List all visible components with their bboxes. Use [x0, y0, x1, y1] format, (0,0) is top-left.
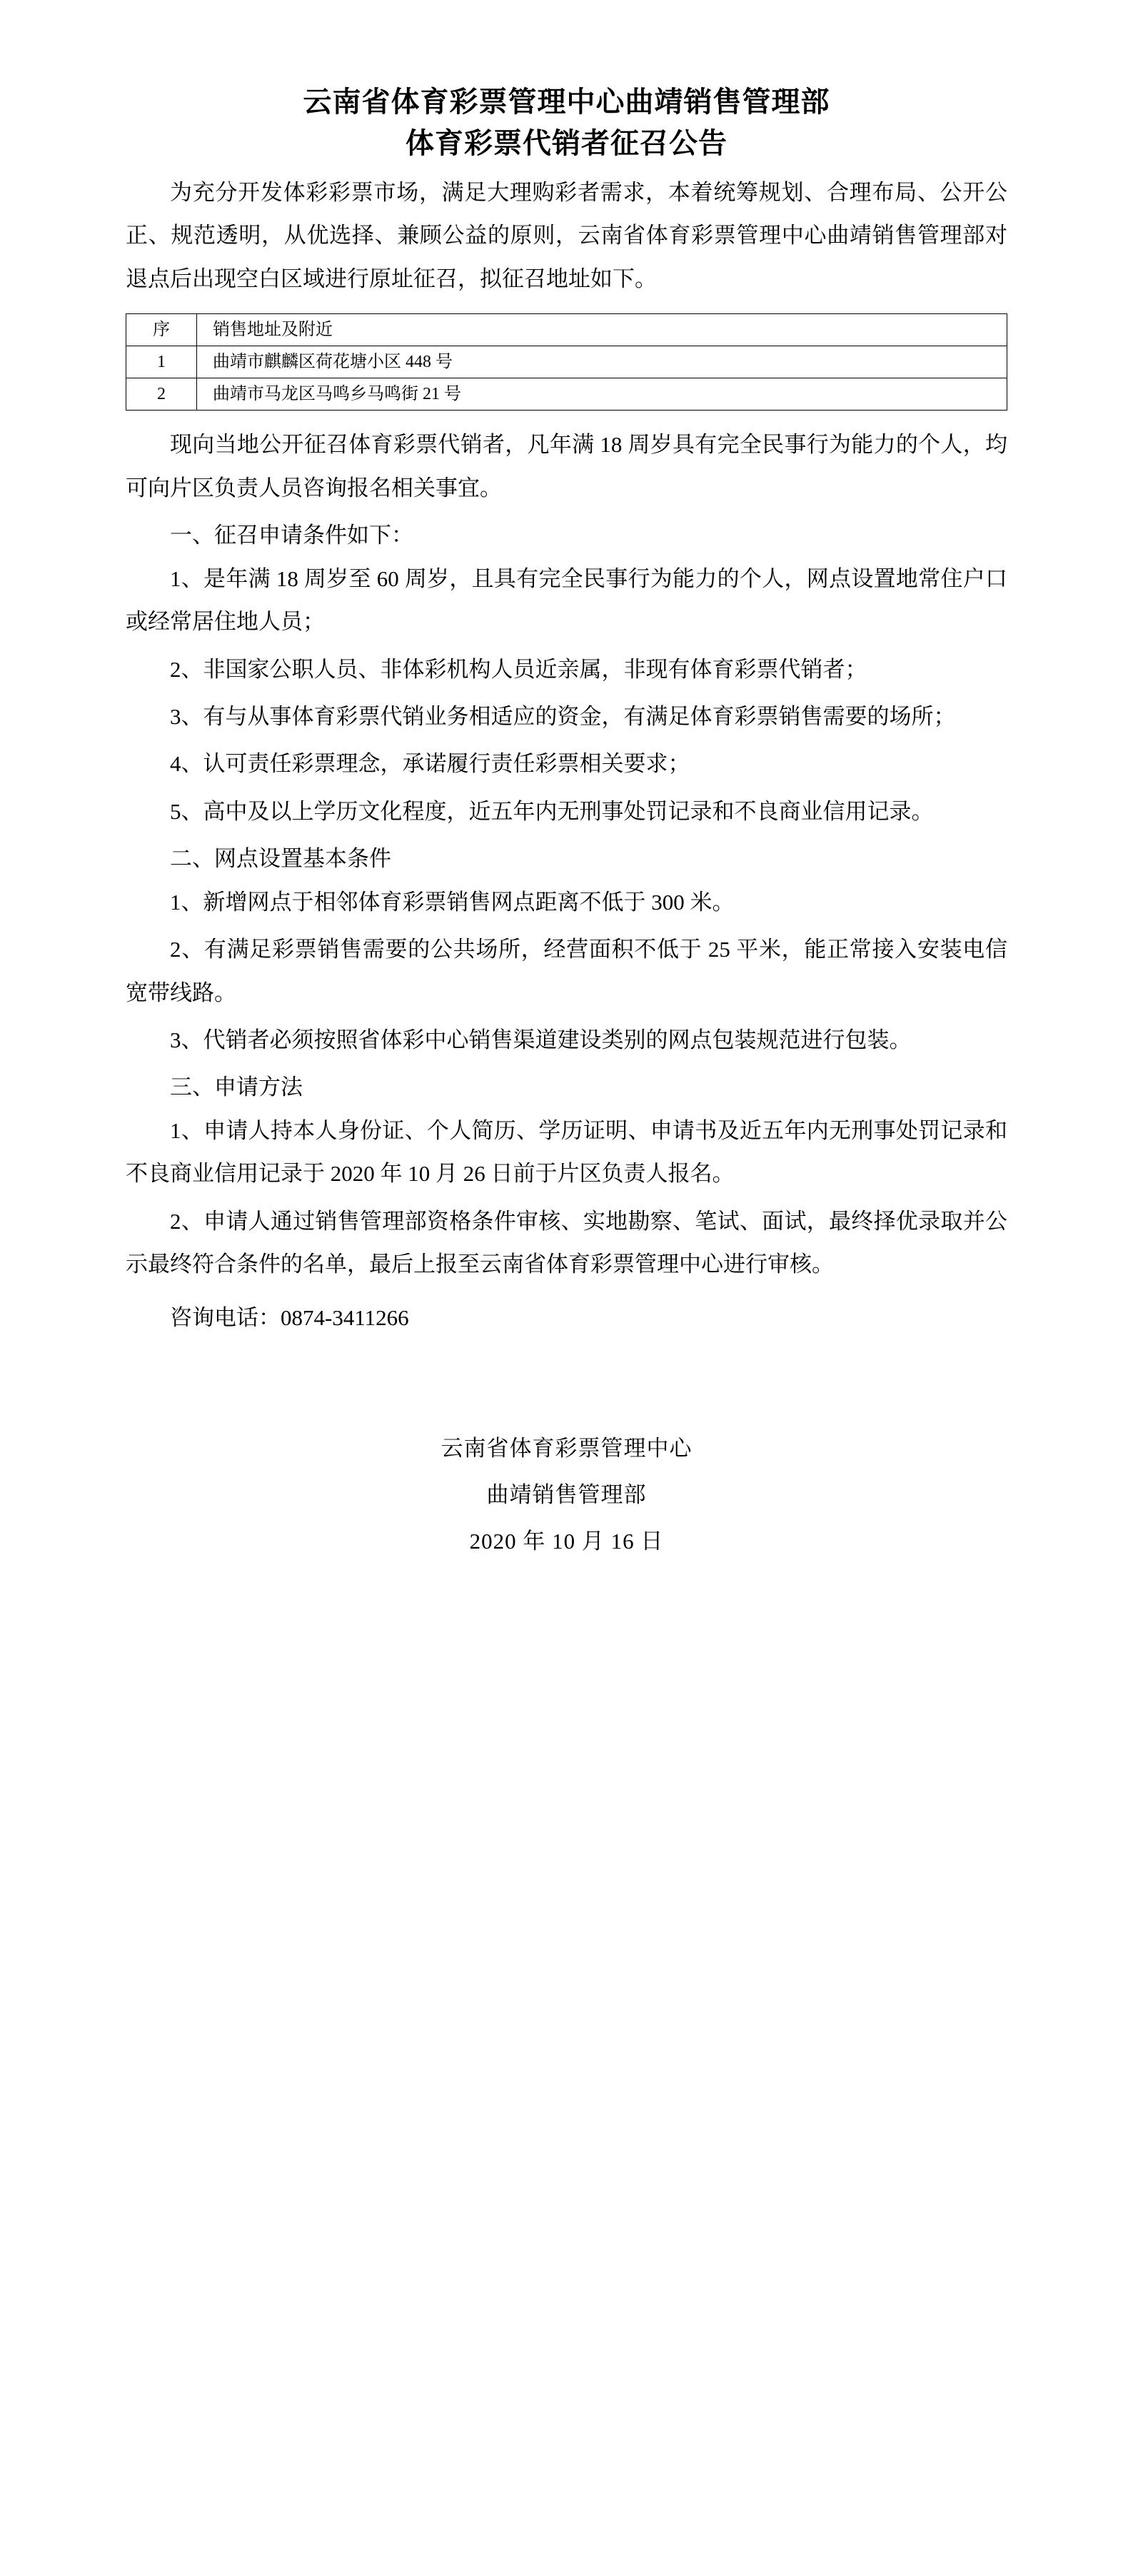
section-2-heading: 二、网点设置基本条件: [170, 846, 391, 872]
section-2-item-3: 3、代销者必须按照省体彩中心销售渠道建设类别的网点包装规范进行包装。: [170, 1027, 912, 1052]
contact-phone: 咨询电话：0874-3411266: [170, 1304, 409, 1330]
section-1-item-3: 3、有与从事体育彩票代销业务相适应的资金，有满足体育彩票销售需要的场所；: [170, 703, 956, 729]
table-header-no: 序: [126, 314, 197, 346]
recruit-paragraph: 现向当地公开征召体育彩票代销者，凡年满 18 周岁具有完全民事行为能力的个人，均可向片区负责人员咨询报名相关事宜。: [126, 432, 1007, 500]
signature-org: 云南省体育彩票管理中心: [440, 1436, 693, 1461]
intro-paragraph: 为充分开发体彩彩票市场，满足大理购彩者需求，本着统筹规划、合理布局、公开公正、规范透明，从优选择、兼顾公益的原则，云南省体育彩票管理中心曲靖销售管理部对退点后出现空白区域进行原址征召，拟征召地址如下。: [126, 180, 1007, 291]
table-cell-no: 1: [126, 346, 197, 378]
title-line-1: 云南省体育彩票管理中心曲靖销售管理部: [303, 86, 830, 118]
section-1-heading: 一、征召申请条件如下：: [170, 523, 413, 548]
address-table: [126, 313, 1007, 411]
section-3-item-1: 1、申请人持本人身份证、个人简历、学历证明、申请书及近五年内无刑事处罚记录和不良商业信用记录于 2020 年 10 月 26 日前于片区负责人报名。: [126, 1117, 1007, 1187]
title-line-2: 体育彩票代销者征召公告: [406, 127, 727, 159]
section-2-item-2: 2、有满足彩票销售需要的公共场所，经营面积不低于 25 平米，能正常接入安装电信宽带线路。: [126, 937, 1007, 1005]
table-row: [126, 378, 1007, 411]
page-title: [126, 81, 1007, 164]
section-3-heading: 三、申请方法: [170, 1075, 303, 1100]
table-cell-address: 曲靖市麒麟区荷花塘小区 448 号: [197, 346, 1007, 378]
signature-date: 2020 年 10 月 16 日: [469, 1529, 664, 1554]
table-cell-no: 2: [126, 378, 197, 411]
section-2-item-1: 1、新增网点于相邻体育彩票销售网点距离不低于 300 米。: [170, 889, 735, 915]
section-1-item-2: 2、非国家公职人员、非体彩机构人员近亲属，非现有体育彩票代销者；: [170, 656, 867, 682]
signature-block: [126, 1425, 1007, 1564]
table-row: [126, 346, 1007, 378]
section-1-item-1: 1、是年满 18 周岁至 60 周岁，且具有完全民事行为能力的个人，网点设置地常住户口或经常居住地人员；: [126, 565, 1007, 635]
table-header-row: [126, 314, 1007, 346]
table-cell-address: 曲靖市马龙区马鸣乡马鸣街 21 号: [197, 378, 1007, 411]
section-3-item-2: 2、申请人通过销售管理部资格条件审核、实地勘察、笔试、面试，最终择优录取并公示最终符合条件的名单，最后上报至云南省体育彩票管理中心进行审核。: [126, 1208, 1007, 1277]
table-header-address: 销售地址及附近: [197, 314, 1007, 346]
section-1-item-5: 5、高中及以上学历文化程度，近五年内无刑事处罚记录和不良商业信用记录。: [170, 798, 934, 824]
section-1-item-4: 4、认可责任彩票理念，承诺履行责任彩票相关要求；: [170, 751, 690, 777]
signature-dept: 曲靖销售管理部: [486, 1482, 647, 1508]
